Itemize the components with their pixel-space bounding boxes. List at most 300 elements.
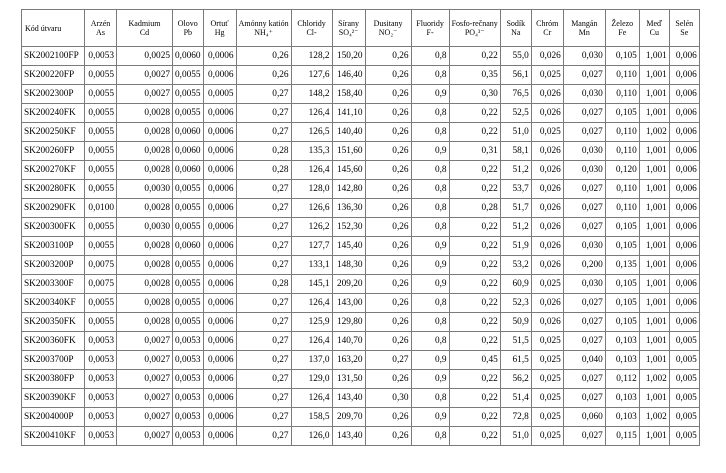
table-cell: 0,8 <box>411 332 449 351</box>
table-cell: 0,0027 <box>117 332 173 351</box>
column-header-label: Železo <box>611 19 634 28</box>
column-header <box>500 10 531 47</box>
table-cell: 0,006 <box>669 256 699 275</box>
table-cell: 0,030 <box>563 142 605 161</box>
table-cell: 60,9 <box>500 275 531 294</box>
column-header <box>449 10 500 47</box>
table-cell: 0,025 <box>531 351 563 370</box>
table-cell: 52,3 <box>500 294 531 313</box>
table-row <box>22 427 700 446</box>
table-cell: 0,026 <box>531 199 563 218</box>
table-cell: 0,0100 <box>85 199 117 218</box>
column-header <box>236 10 291 47</box>
table-cell: 1,001 <box>639 351 669 370</box>
table-cell: 0,22 <box>449 427 500 446</box>
table-cell: 163,20 <box>332 351 365 370</box>
column-header-label: Sírany <box>338 19 360 28</box>
table-cell: 0,9 <box>411 275 449 294</box>
table-cell: 51,2 <box>500 161 531 180</box>
water-body-code-cell: SK200260FP <box>22 142 85 161</box>
water-body-code-cell: SK2004000P <box>22 408 85 427</box>
table-cell: 0,0027 <box>117 427 173 446</box>
column-header <box>291 10 332 47</box>
table-cell: 0,22 <box>449 237 500 256</box>
table-cell: 0,8 <box>411 123 449 142</box>
table-cell: 0,27 <box>236 389 291 408</box>
table-cell: 0,8 <box>411 389 449 408</box>
column-header <box>411 10 449 47</box>
table-cell: 0,26 <box>365 180 411 199</box>
water-body-code-cell: SK200270KF <box>22 161 85 180</box>
table-cell: 0,105 <box>605 47 639 66</box>
table-cell: 1,001 <box>639 294 669 313</box>
table-cell: 1,001 <box>639 161 669 180</box>
water-body-code-cell: SK2002100FP <box>22 47 85 66</box>
column-header-unit: Cu <box>649 28 659 37</box>
table-cell: 0,0060 <box>173 123 204 142</box>
table-cell: 0,26 <box>365 332 411 351</box>
table-cell: 0,26 <box>365 256 411 275</box>
column-header-unit: Cl- <box>306 28 317 37</box>
table-cell: 0,8 <box>411 66 449 85</box>
table-cell: 0,027 <box>563 332 605 351</box>
table-cell: 0,006 <box>669 142 699 161</box>
table-cell: 0,026 <box>531 180 563 199</box>
table-cell: 0,0053 <box>173 389 204 408</box>
table-cell: 0,0006 <box>203 313 236 332</box>
table-row <box>22 256 700 275</box>
table-cell: 0,0028 <box>117 161 173 180</box>
table-cell: 0,006 <box>669 313 699 332</box>
table-cell: 131,50 <box>332 370 365 389</box>
table-cell: 0,006 <box>669 218 699 237</box>
table-cell: 0,26 <box>365 123 411 142</box>
water-quality-table <box>21 9 700 446</box>
table-cell: 0,105 <box>605 237 639 256</box>
table-cell: 0,9 <box>411 370 449 389</box>
table-cell: 53,7 <box>500 180 531 199</box>
table-cell: 0,0055 <box>173 66 204 85</box>
table-cell: 1,001 <box>639 332 669 351</box>
table-cell: 126,4 <box>291 332 332 351</box>
column-header-label: Arzén <box>90 19 111 28</box>
table-cell: 0,027 <box>563 199 605 218</box>
table-cell: 0,0006 <box>203 427 236 446</box>
table-cell: 0,9 <box>411 142 449 161</box>
water-body-code-cell: SK200300FK <box>22 218 85 237</box>
table-cell: 0,105 <box>605 104 639 123</box>
table-cell: 0,0075 <box>85 275 117 294</box>
table-cell: 0,28 <box>236 142 291 161</box>
table-cell: 0,0055 <box>173 199 204 218</box>
table-cell: 0,0053 <box>173 351 204 370</box>
table-cell: 0,26 <box>365 275 411 294</box>
column-header <box>203 10 236 47</box>
table-cell: 0,0055 <box>173 275 204 294</box>
table-cell: 0,22 <box>449 275 500 294</box>
table-cell: 58,1 <box>500 142 531 161</box>
table-cell: 0,9 <box>411 351 449 370</box>
table-cell: 0,0055 <box>173 180 204 199</box>
table-cell: 0,0053 <box>173 332 204 351</box>
table-cell: 0,0053 <box>85 351 117 370</box>
water-body-code-cell: SK200280FK <box>22 180 85 199</box>
document-page <box>21 9 700 446</box>
table-cell: 0,027 <box>563 180 605 199</box>
table-cell: 0,0055 <box>85 218 117 237</box>
table-cell: 128,2 <box>291 47 332 66</box>
table-cell: 51,9 <box>500 237 531 256</box>
table-cell: 0,0027 <box>117 389 173 408</box>
table-cell: 0,006 <box>669 180 699 199</box>
table-cell: 0,27 <box>236 370 291 389</box>
table-cell: 143,00 <box>332 294 365 313</box>
table-cell: 55,0 <box>500 47 531 66</box>
column-header <box>563 10 605 47</box>
table-cell: 51,4 <box>500 389 531 408</box>
table-cell: 0,28 <box>236 161 291 180</box>
table-cell: 0,0006 <box>203 142 236 161</box>
water-body-code-cell: SK200220FP <box>22 66 85 85</box>
water-body-code-cell: SK200390KF <box>22 389 85 408</box>
table-cell: 0,005 <box>669 427 699 446</box>
table-row <box>22 199 700 218</box>
table-cell: 0,103 <box>605 408 639 427</box>
table-cell: 141,10 <box>332 104 365 123</box>
table-cell: 0,120 <box>605 161 639 180</box>
table-cell: 0,030 <box>563 237 605 256</box>
table-cell: 0,025 <box>531 123 563 142</box>
column-header-label: Fluoridy <box>416 19 444 28</box>
table-cell: 1,001 <box>639 427 669 446</box>
table-cell: 0,006 <box>669 85 699 104</box>
column-header-unit: NH₄⁺ <box>254 28 273 37</box>
table-cell: 0,025 <box>531 427 563 446</box>
table-cell: 0,30 <box>365 389 411 408</box>
table-cell: 0,027 <box>563 294 605 313</box>
table-cell: 127,6 <box>291 66 332 85</box>
table-cell: 0,27 <box>236 123 291 142</box>
table-row <box>22 332 700 351</box>
table-cell: 0,27 <box>236 199 291 218</box>
table-cell: 148,2 <box>291 85 332 104</box>
table-cell: 0,26 <box>365 294 411 313</box>
table-cell: 0,8 <box>411 427 449 446</box>
table-cell: 0,027 <box>563 370 605 389</box>
table-cell: 0,22 <box>449 123 500 142</box>
table-cell: 1,001 <box>639 218 669 237</box>
table-cell: 0,27 <box>236 104 291 123</box>
column-header <box>85 10 117 47</box>
table-body <box>22 47 700 446</box>
table-cell: 50,9 <box>500 313 531 332</box>
table-cell: 150,20 <box>332 47 365 66</box>
table-cell: 0,0006 <box>203 104 236 123</box>
table-cell: 0,8 <box>411 218 449 237</box>
table-row <box>22 85 700 104</box>
table-cell: 126,5 <box>291 123 332 142</box>
table-cell: 0,105 <box>605 294 639 313</box>
column-header-unit: Mn <box>578 28 590 37</box>
table-cell: 0,0055 <box>85 161 117 180</box>
table-cell: 0,35 <box>449 66 500 85</box>
water-body-code-cell: SK200340KF <box>22 294 85 313</box>
table-cell: 140,70 <box>332 332 365 351</box>
table-cell: 209,70 <box>332 408 365 427</box>
table-cell: 0,200 <box>563 256 605 275</box>
table-cell: 126,4 <box>291 389 332 408</box>
table-cell: 0,025 <box>531 332 563 351</box>
table-cell: 0,8 <box>411 180 449 199</box>
table-cell: 0,030 <box>563 161 605 180</box>
column-header-unit: Se <box>680 28 689 37</box>
table-cell: 0,0055 <box>85 123 117 142</box>
table-cell: 0,0028 <box>117 104 173 123</box>
table-cell: 0,22 <box>449 408 500 427</box>
table-cell: 0,0006 <box>203 123 236 142</box>
table-cell: 0,0075 <box>85 256 117 275</box>
table-cell: 0,0060 <box>173 237 204 256</box>
table-cell: 0,006 <box>669 47 699 66</box>
table-cell: 0,0006 <box>203 218 236 237</box>
table-cell: 0,026 <box>531 313 563 332</box>
table-cell: 0,006 <box>669 104 699 123</box>
water-body-code-cell: SK2003100P <box>22 237 85 256</box>
table-cell: 0,26 <box>365 66 411 85</box>
table-cell: 1,001 <box>639 256 669 275</box>
table-cell: 51,0 <box>500 123 531 142</box>
table-cell: 0,115 <box>605 427 639 446</box>
table-cell: 136,30 <box>332 199 365 218</box>
table-cell: 0,0028 <box>117 142 173 161</box>
table-cell: 0,30 <box>449 85 500 104</box>
column-header-label: Chloridy <box>297 19 326 28</box>
table-cell: 0,26 <box>365 142 411 161</box>
table-cell: 0,0053 <box>173 427 204 446</box>
table-cell: 158,5 <box>291 408 332 427</box>
table-cell: 0,27 <box>236 85 291 104</box>
table-cell: 0,26 <box>365 237 411 256</box>
table-cell: 0,22 <box>449 180 500 199</box>
table-cell: 0,8 <box>411 161 449 180</box>
table-row <box>22 275 700 294</box>
water-body-code-cell: SK200290FK <box>22 199 85 218</box>
table-cell: 0,103 <box>605 332 639 351</box>
table-cell: 129,80 <box>332 313 365 332</box>
column-header <box>531 10 563 47</box>
table-cell: 0,27 <box>236 294 291 313</box>
table-cell: 0,006 <box>669 161 699 180</box>
table-cell: 0,26 <box>365 218 411 237</box>
table-cell: 126,6 <box>291 199 332 218</box>
table-cell: 0,005 <box>669 332 699 351</box>
table-cell: 0,105 <box>605 218 639 237</box>
table-cell: 140,40 <box>332 123 365 142</box>
table-cell: 0,0006 <box>203 47 236 66</box>
table-cell: 0,110 <box>605 180 639 199</box>
table-cell: 0,110 <box>605 85 639 104</box>
table-cell: 0,0055 <box>173 294 204 313</box>
table-cell: 0,006 <box>669 123 699 142</box>
water-body-code-cell: SK200350FK <box>22 313 85 332</box>
table-cell: 0,026 <box>531 85 563 104</box>
column-header-label: Sodík <box>506 19 526 28</box>
column-header-unit: F- <box>426 28 434 37</box>
table-cell: 0,0055 <box>85 66 117 85</box>
table-row <box>22 66 700 85</box>
table-cell: 0,27 <box>236 427 291 446</box>
table-cell: 125,9 <box>291 313 332 332</box>
table-cell: 0,0053 <box>85 427 117 446</box>
column-header-unit: Cr <box>543 28 552 37</box>
column-header <box>669 10 699 47</box>
table-cell: 0,22 <box>449 218 500 237</box>
table-cell: 1,001 <box>639 180 669 199</box>
table-cell: 0,0055 <box>85 237 117 256</box>
table-header-row <box>22 10 700 47</box>
table-cell: 0,0055 <box>173 85 204 104</box>
table-cell: 1,001 <box>639 275 669 294</box>
column-header-unit: Hg <box>214 28 225 37</box>
table-cell: 137,0 <box>291 351 332 370</box>
column-header-label: Ortuť <box>210 19 229 28</box>
table-cell: 0,006 <box>669 237 699 256</box>
table-cell: 0,27 <box>236 237 291 256</box>
table-cell: 0,27 <box>236 313 291 332</box>
table-cell: 0,0028 <box>117 123 173 142</box>
table-cell: 0,005 <box>669 370 699 389</box>
column-header-unit: Pb <box>183 28 193 37</box>
table-cell: 0,0028 <box>117 294 173 313</box>
table-cell: 0,0027 <box>117 66 173 85</box>
table-cell: 0,026 <box>531 142 563 161</box>
table-cell: 0,0006 <box>203 389 236 408</box>
table-cell: 126,4 <box>291 294 332 313</box>
table-cell: 0,0053 <box>173 370 204 389</box>
table-cell: 0,110 <box>605 199 639 218</box>
table-cell: 0,0027 <box>117 351 173 370</box>
table-cell: 143,40 <box>332 389 365 408</box>
table-cell: 0,27 <box>236 351 291 370</box>
table-cell: 127,7 <box>291 237 332 256</box>
column-header-label: Chróm <box>536 19 559 28</box>
column-header-label: Meď <box>646 19 663 28</box>
table-row <box>22 408 700 427</box>
table-cell: 126,4 <box>291 161 332 180</box>
table-cell: 0,0060 <box>173 142 204 161</box>
table-cell: 0,0055 <box>85 142 117 161</box>
column-header-unit: Na <box>511 28 521 37</box>
table-cell: 0,9 <box>411 408 449 427</box>
table-cell: 0,0053 <box>85 370 117 389</box>
table-cell: 1,001 <box>639 66 669 85</box>
table-cell: 142,80 <box>332 180 365 199</box>
table-cell: 0,0030 <box>117 180 173 199</box>
table-cell: 0,22 <box>449 104 500 123</box>
table-cell: 56,1 <box>500 66 531 85</box>
table-cell: 0,112 <box>605 370 639 389</box>
column-header-label: Olovo <box>177 19 198 28</box>
table-cell: 0,026 <box>531 104 563 123</box>
table-cell: 0,105 <box>605 275 639 294</box>
table-cell: 0,0053 <box>85 389 117 408</box>
table-cell: 0,025 <box>531 275 563 294</box>
table-cell: 0,110 <box>605 123 639 142</box>
table-cell: 0,0025 <box>117 47 173 66</box>
column-header-label: Selén <box>675 19 694 28</box>
table-cell: 152,30 <box>332 218 365 237</box>
table-cell: 146,40 <box>332 66 365 85</box>
water-body-code-cell: SK2002300P <box>22 85 85 104</box>
column-header <box>173 10 204 47</box>
table-cell: 0,0053 <box>85 408 117 427</box>
table-cell: 0,027 <box>563 104 605 123</box>
table-cell: 51,2 <box>500 218 531 237</box>
table-cell: 0,025 <box>531 370 563 389</box>
table-cell: 0,0053 <box>85 47 117 66</box>
table-cell: 0,027 <box>563 313 605 332</box>
table-cell: 0,28 <box>236 275 291 294</box>
table-cell: 0,0055 <box>85 294 117 313</box>
table-cell: 0,0027 <box>117 408 173 427</box>
table-cell: 0,26 <box>365 408 411 427</box>
table-cell: 0,026 <box>531 237 563 256</box>
table-cell: 0,0028 <box>117 256 173 275</box>
table-cell: 0,0028 <box>117 275 173 294</box>
table-row <box>22 142 700 161</box>
table-cell: 51,5 <box>500 332 531 351</box>
table-row <box>22 370 700 389</box>
table-cell: 0,0006 <box>203 66 236 85</box>
table-cell: 0,31 <box>449 142 500 161</box>
table-cell: 61,5 <box>500 351 531 370</box>
table-cell: 0,26 <box>365 104 411 123</box>
table-cell: 0,8 <box>411 104 449 123</box>
table-cell: 0,26 <box>236 47 291 66</box>
water-body-code-cell: SK200240FK <box>22 104 85 123</box>
table-row <box>22 237 700 256</box>
table-cell: 0,0060 <box>173 47 204 66</box>
table-cell: 0,22 <box>449 256 500 275</box>
table-cell: 0,0055 <box>85 104 117 123</box>
table-cell: 0,006 <box>669 275 699 294</box>
table-cell: 0,26 <box>365 427 411 446</box>
table-cell: 1,002 <box>639 408 669 427</box>
table-cell: 0,110 <box>605 66 639 85</box>
table-row <box>22 104 700 123</box>
table-cell: 0,0006 <box>203 408 236 427</box>
table-cell: 56,2 <box>500 370 531 389</box>
water-body-code-cell: SK2003700P <box>22 351 85 370</box>
table-cell: 0,8 <box>411 294 449 313</box>
table-cell: 0,0053 <box>85 332 117 351</box>
table-cell: 1,001 <box>639 237 669 256</box>
table-cell: 0,8 <box>411 313 449 332</box>
table-cell: 0,0055 <box>173 218 204 237</box>
table-cell: 1,001 <box>639 389 669 408</box>
table-cell: 143,40 <box>332 427 365 446</box>
column-header <box>605 10 639 47</box>
table-cell: 0,27 <box>236 180 291 199</box>
table-cell: 0,8 <box>411 47 449 66</box>
table-cell: 0,030 <box>563 275 605 294</box>
table-cell: 0,0028 <box>117 199 173 218</box>
table-cell: 0,0028 <box>117 313 173 332</box>
water-body-code-cell: SK2003200P <box>22 256 85 275</box>
water-body-code-cell: SK200360FK <box>22 332 85 351</box>
table-cell: 0,026 <box>531 256 563 275</box>
table-cell: 0,22 <box>449 389 500 408</box>
